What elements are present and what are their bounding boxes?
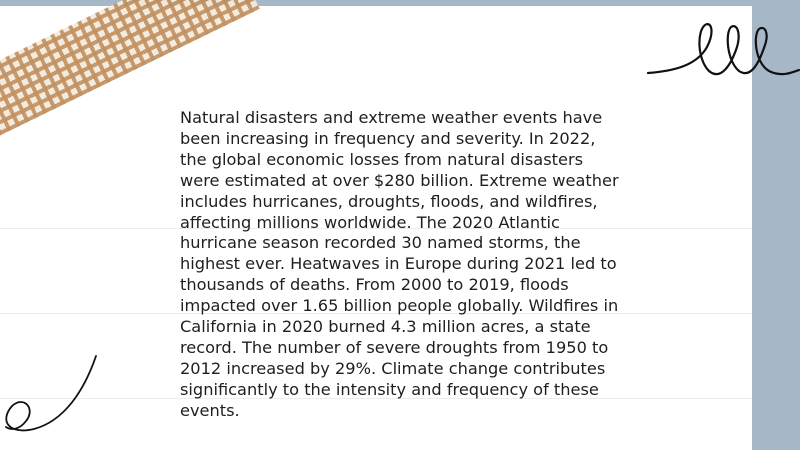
body-paragraph: Natural disasters and extreme weather events have been increasing in frequency and severity. In 2022, the global economic losses from natural disasters were estimated at over $280 billion. Extreme weather includes hurricanes, droughts, floods, and wildfires, affecting millions worldwide. The 2020 Atlantic hurricane season recorded 30 named storms, the highest ever. Heatwaves in Europe during 2021 led to thousands of deaths. From 2000 to 2019, floods impacted over 1.65 billion people globally. Wildfires in California in 2020 burned 4.3 million acres, a state record. The number of severe droughts from 1950 to 2012 increased by 29%. Climate change contributes significantly to the intensity and frequency of these events.	[180, 108, 619, 420]
loop-squiggle-icon	[4, 351, 104, 450]
loops-doodle-icon	[645, 15, 800, 85]
